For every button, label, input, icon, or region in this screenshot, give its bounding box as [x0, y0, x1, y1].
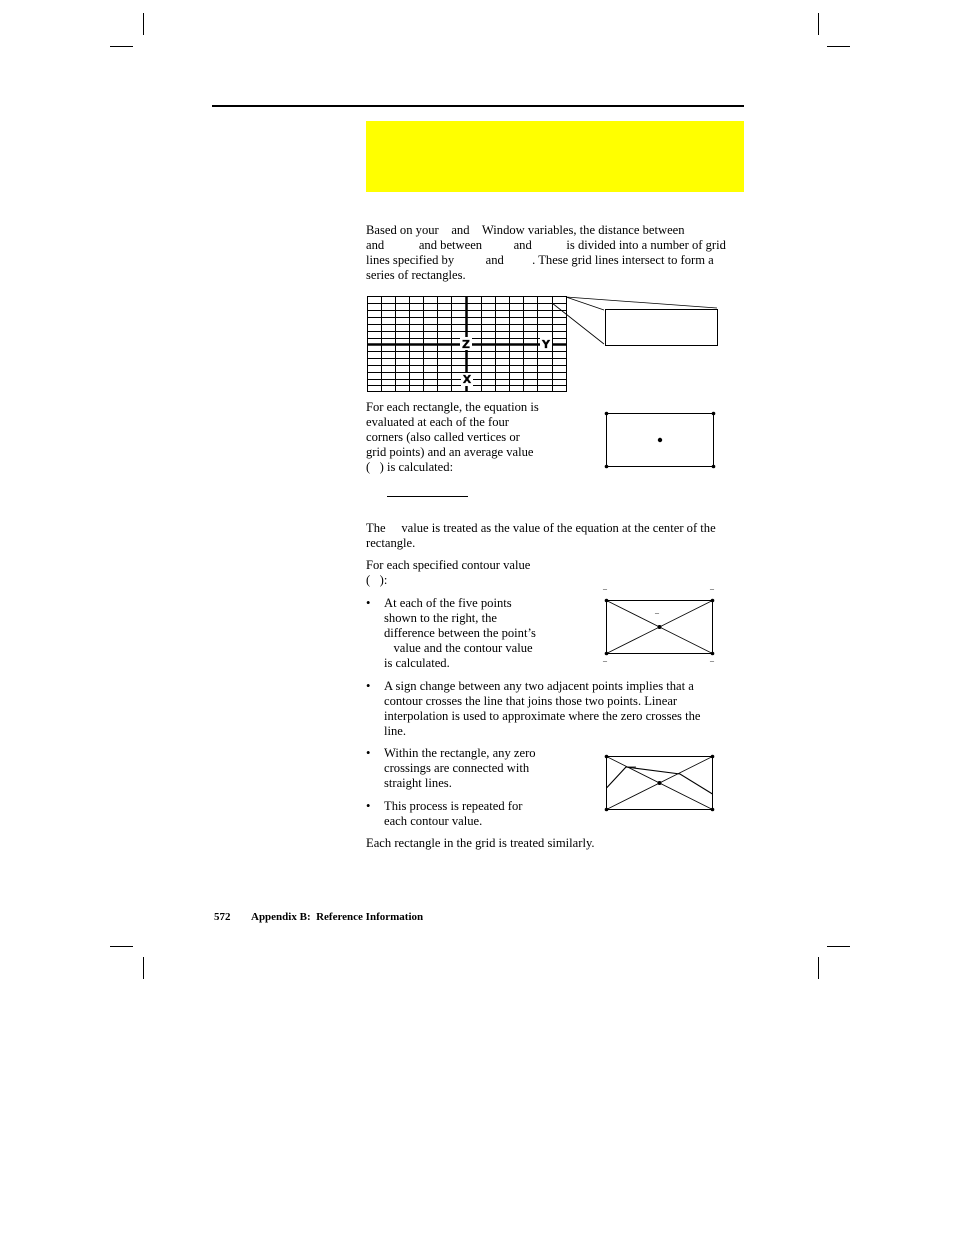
text-line: Each rectangle in the grid is treated similarly.: [366, 836, 595, 850]
bullet-symbol: •: [366, 746, 371, 760]
text-line: crossings are connected with: [384, 761, 530, 776]
text-line: ( ):: [366, 573, 388, 588]
text-line: shown to the right, the: [384, 611, 497, 626]
text-line: ( ) is calculated:: [366, 460, 454, 475]
text-line: rectangle.: [366, 536, 416, 551]
crop-mark: [110, 946, 133, 947]
text-line: line.: [384, 724, 407, 739]
center-value-paragraph: [366, 521, 716, 551]
rectangle-eval-paragraph: [366, 400, 539, 475]
text-line: evaluated at each of the four: [366, 415, 510, 430]
crop-mark: [110, 46, 133, 47]
text-line: The value is treated as the value of the equation at the center of the: [366, 521, 716, 535]
axis-label-x: X: [462, 373, 472, 386]
text-line: For each specified contour value: [366, 558, 531, 572]
text-line: lines specified by and . These grid lines intersect to form a: [366, 253, 714, 268]
text-line: Within the rectangle, any zero: [384, 746, 536, 760]
text-line: each contour value.: [384, 814, 483, 829]
crop-mark: [827, 46, 850, 47]
text-line: This process is repeated for: [384, 799, 523, 813]
text-line: series of rectangles.: [366, 268, 466, 283]
point-sign-mark: –: [603, 656, 607, 665]
text-line: straight lines.: [384, 776, 452, 791]
rectangle-center-diagram: [600, 408, 720, 474]
crop-mark: [143, 13, 144, 35]
center-point: [658, 438, 662, 442]
five-point-diagram: [598, 584, 722, 666]
text-line: A sign change between any two adjacent points implies that a: [384, 679, 694, 693]
closing-paragraph: [366, 836, 595, 851]
page-number: 572: [214, 911, 231, 923]
header-rule: [212, 105, 744, 107]
crop-mark: [818, 957, 819, 979]
contour-line: [607, 767, 713, 794]
bullet-symbol: •: [366, 679, 371, 693]
axis-label-y: Y: [542, 338, 550, 351]
fraction-bar: [387, 496, 468, 497]
crop-mark: [827, 946, 850, 947]
crop-mark: [143, 957, 144, 979]
point-sign-mark: –: [603, 584, 607, 593]
text-line: At each of the five points: [384, 596, 512, 610]
text-line: interpolation is used to approximate where the zero crosses the: [384, 709, 701, 724]
bullet-symbol: •: [366, 596, 371, 610]
point-sign-mark: –: [710, 584, 714, 593]
text-line: difference between the point’s: [384, 626, 536, 641]
crop-mark: [818, 13, 819, 35]
axis-label-z: Z: [462, 338, 470, 351]
footer-section-title: Appendix B: Reference Information: [251, 911, 424, 923]
text-line: contour crosses the line that joins those two points. Linear: [384, 694, 678, 709]
text-line: For each rectangle, the equation is: [366, 400, 539, 414]
text-line: corners (also called vertices or: [366, 430, 520, 445]
text-line: Based on your and Window variables, the distance between: [366, 223, 685, 237]
grid-figure: [364, 293, 724, 395]
contour-crossing-diagram: [598, 750, 722, 816]
text-line: grid points) and an average value: [366, 445, 534, 460]
contour-intro-paragraph: [366, 558, 530, 588]
callout-box: [606, 310, 718, 346]
text-line: is calculated.: [384, 656, 450, 671]
point-sign-mark: –: [710, 656, 714, 665]
intro-paragraph: [366, 223, 726, 283]
text-line: and and between and is divided into a number of grid: [366, 238, 726, 253]
text-line: value and the contour value: [384, 641, 533, 656]
point-sign-mark: –: [655, 608, 659, 617]
bullet-symbol: •: [366, 799, 371, 813]
title-highlight-bar: [366, 121, 744, 192]
